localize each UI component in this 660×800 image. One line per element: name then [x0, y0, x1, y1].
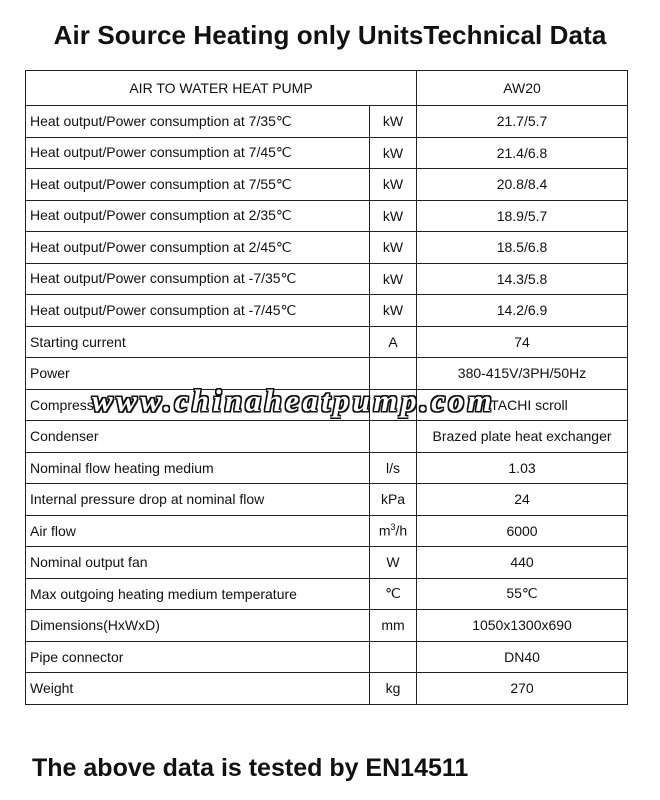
row-unit: mm — [370, 610, 417, 642]
table-row — [26, 547, 628, 579]
row-value: 21.4/6.8 — [417, 137, 628, 169]
table-row — [26, 641, 628, 673]
row-unit — [370, 421, 417, 453]
row-value: 21.7/5.7 — [417, 106, 628, 138]
row-parameter: Max outgoing heating medium temperature — [26, 578, 370, 610]
row-parameter: Heat output/Power consumption at 2/35℃ — [26, 200, 370, 232]
table-row — [26, 263, 628, 295]
row-value: 270 — [417, 673, 628, 705]
row-value: 380-415V/3PH/50Hz — [417, 358, 628, 390]
row-value: 1.03 — [417, 452, 628, 484]
row-parameter: Nominal output fan — [26, 547, 370, 579]
row-value: 14.2/6.9 — [417, 295, 628, 327]
row-parameter: Starting current — [26, 326, 370, 358]
row-unit — [370, 358, 417, 390]
row-parameter: Heat output/Power consumption at 7/55℃ — [26, 169, 370, 201]
table-row — [26, 295, 628, 327]
footer-note: The above data is tested by EN14511 — [32, 754, 469, 782]
row-unit: W — [370, 547, 417, 579]
page-title: Air Source Heating only UnitsTechnical Data — [53, 20, 607, 50]
row-parameter: Compressor — [26, 389, 370, 421]
row-parameter: Internal pressure drop at nominal flow — [26, 484, 370, 516]
row-value: 55℃ — [417, 578, 628, 610]
row-parameter: Pipe connector — [26, 641, 370, 673]
row-parameter: Heat output/Power consumption at 2/45℃ — [26, 232, 370, 264]
row-unit: A — [370, 326, 417, 358]
row-unit: kW — [370, 106, 417, 138]
table-row — [26, 484, 628, 516]
table-row — [26, 358, 628, 390]
row-unit: kW — [370, 232, 417, 264]
row-unit: l/s — [370, 452, 417, 484]
table-header-label: AIR TO WATER HEAT PUMP — [26, 71, 417, 106]
watermark-text: www.chinaheatpump.com — [92, 383, 496, 418]
row-parameter: Air flow — [26, 515, 370, 547]
table-row — [26, 169, 628, 201]
row-unit: kW — [370, 169, 417, 201]
row-value: HITACHI scroll — [417, 389, 628, 421]
row-parameter: Condenser — [26, 421, 370, 453]
table-header-model: AW20 — [417, 71, 628, 106]
row-value: 14.3/5.8 — [417, 263, 628, 295]
table-row — [26, 452, 628, 484]
technical-data-table — [25, 70, 628, 705]
row-parameter: Heat output/Power consumption at -7/35℃ — [26, 263, 370, 295]
row-value: DN40 — [417, 641, 628, 673]
row-unit: ℃ — [370, 578, 417, 610]
row-parameter: Weight — [26, 673, 370, 705]
table-row — [26, 200, 628, 232]
table-row — [26, 610, 628, 642]
row-parameter: Heat output/Power consumption at -7/45℃ — [26, 295, 370, 327]
row-parameter: Heat output/Power consumption at 7/45℃ — [26, 137, 370, 169]
row-parameter: Power — [26, 358, 370, 390]
row-unit: kW — [370, 295, 417, 327]
table-row — [26, 232, 628, 264]
row-value: 24 — [417, 484, 628, 516]
row-unit: $m^3/h$ — [370, 515, 417, 547]
row-parameter: Dimensions(HxWxD) — [26, 610, 370, 642]
row-unit: kPa — [370, 484, 417, 516]
table-row — [26, 515, 628, 547]
row-unit — [370, 641, 417, 673]
row-value: 20.8/8.4 — [417, 169, 628, 201]
row-value: 440 — [417, 547, 628, 579]
row-unit: kW — [370, 263, 417, 295]
table-row — [26, 578, 628, 610]
row-value: 18.5/6.8 — [417, 232, 628, 264]
row-value: 18.9/5.7 — [417, 200, 628, 232]
row-parameter: Heat output/Power consumption at 7/35℃ — [26, 106, 370, 138]
table-row — [26, 106, 628, 138]
row-value: 6000 — [417, 515, 628, 547]
row-value: 1050x1300x690 — [417, 610, 628, 642]
table-row — [26, 326, 628, 358]
row-unit: kg — [370, 673, 417, 705]
table-row — [26, 389, 628, 421]
row-unit: kW — [370, 137, 417, 169]
row-unit — [370, 389, 417, 421]
table-row — [26, 673, 628, 705]
row-unit: kW — [370, 200, 417, 232]
row-value: Brazed plate heat exchanger — [417, 421, 628, 453]
row-parameter: Nominal flow heating medium — [26, 452, 370, 484]
table-header-row — [26, 71, 628, 106]
table-row — [26, 421, 628, 453]
table-row — [26, 137, 628, 169]
row-value: 74 — [417, 326, 628, 358]
